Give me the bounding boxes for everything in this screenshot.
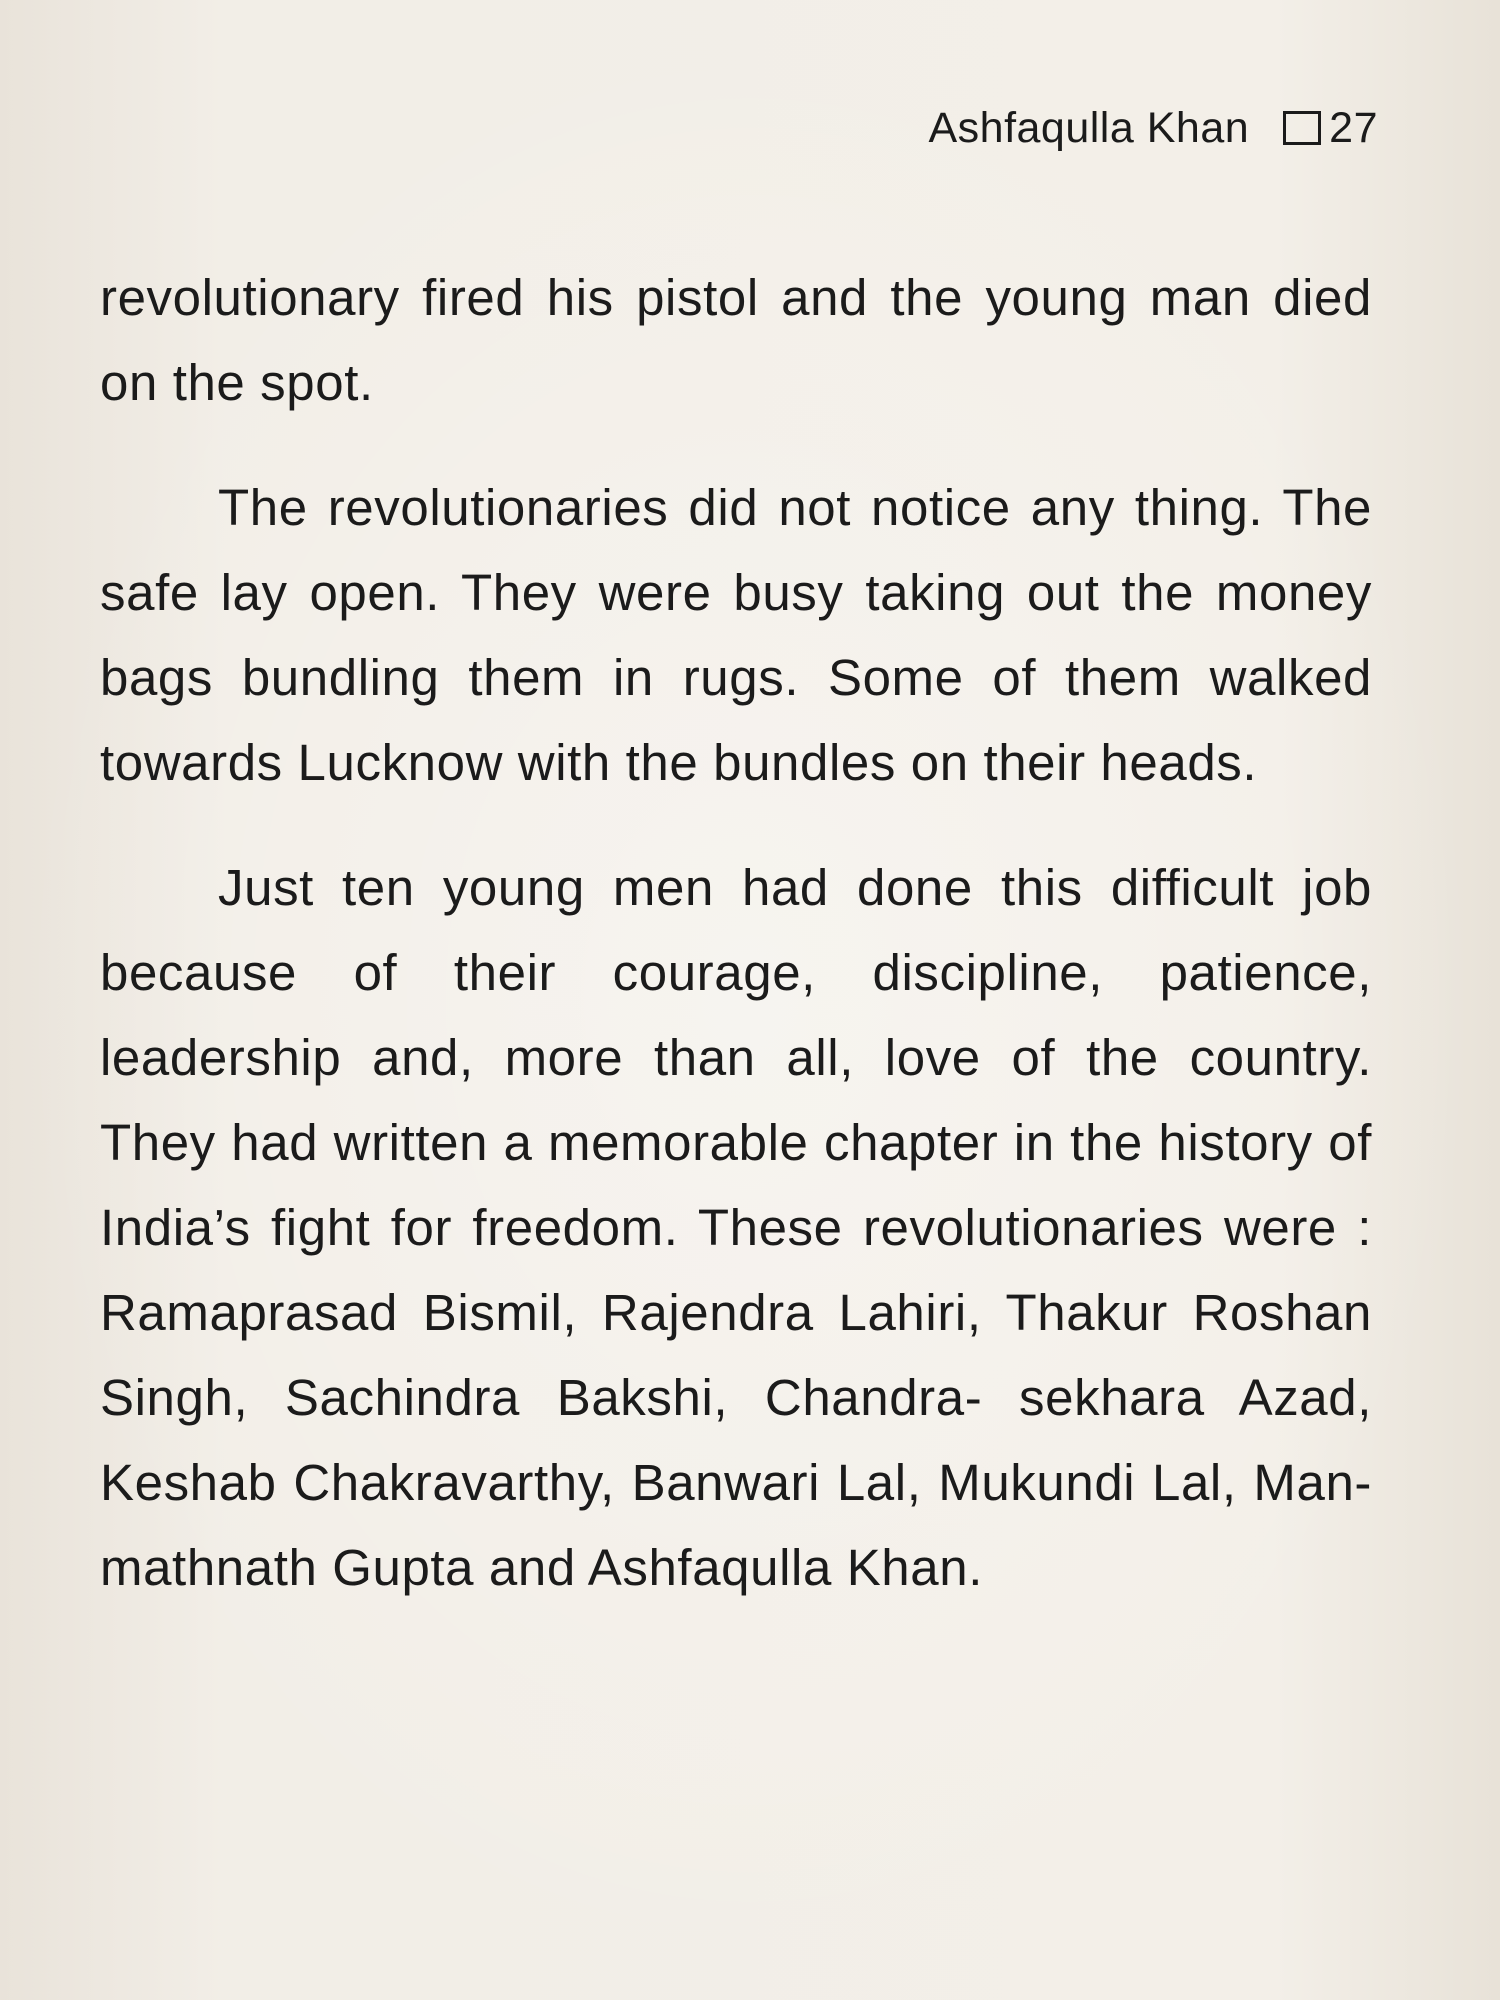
paragraph-3: Just ten young men had done this difficult job because of their courage, discipline, patience, leadership and, more than all, love of the country. They had written a memorable chapter in the history of India’s fight for freedom. These revolutionaries were : Ramaprasad Bismil, Rajendra Lahiri, Thakur Roshan Singh, Sachindra Bakshi, Chandra- sekhara Azad, Keshab Chakravarthy, Banwari Lal, Mukundi Lal, Man-mathnath Gupta and Ashfaqulla Khan.	[100, 859, 1372, 1596]
paragraph-2: The revolutionaries did not notice any thing. The safe lay open. They were busy taking out the money bags bundling them in rugs. Some of them walked towards Lucknow with the bundles on their heads.	[100, 479, 1372, 791]
square-box-icon	[1283, 111, 1321, 145]
page-number: 27	[1329, 104, 1378, 152]
body-text	[100, 255, 1372, 1650]
running-title: Ashfaqulla Khan	[928, 104, 1250, 152]
running-head	[928, 100, 1378, 156]
paragraph-1: revolutionary fired his pistol and the young man died on the spot.	[100, 269, 1372, 411]
